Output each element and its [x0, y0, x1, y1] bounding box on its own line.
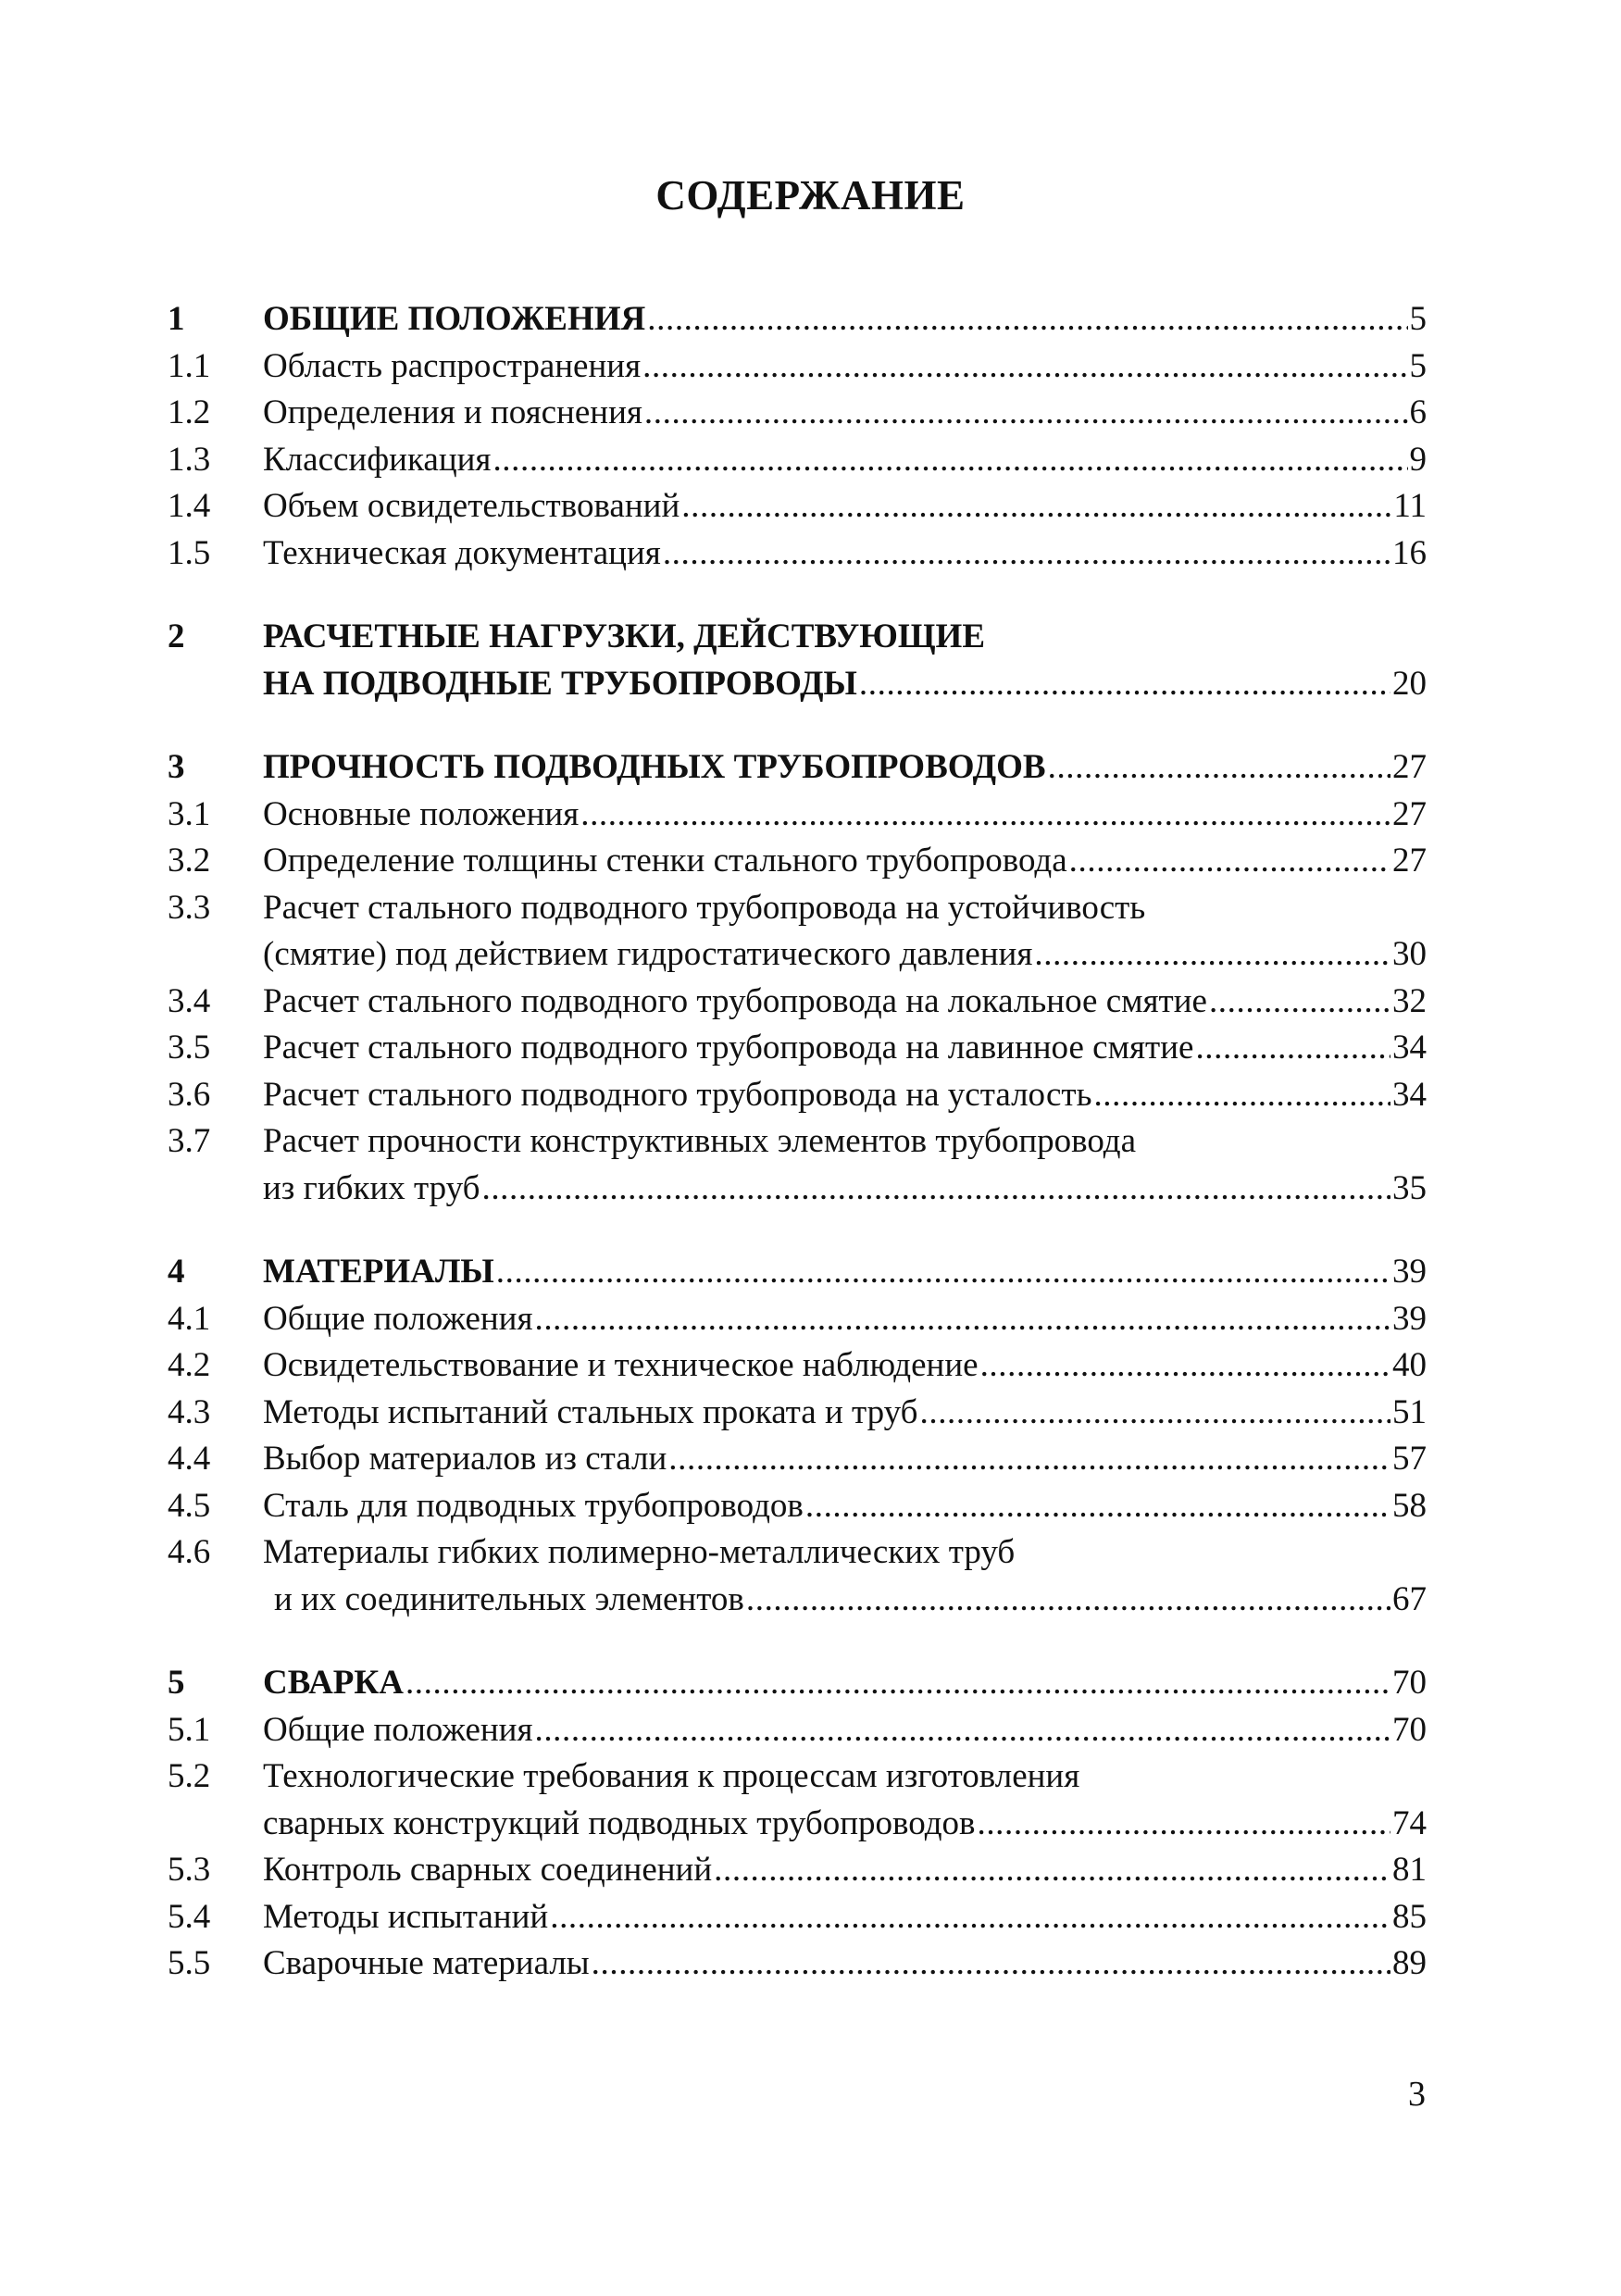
dot-leader	[592, 1940, 1390, 1988]
toc-entry-page: 39	[1392, 1253, 1427, 1291]
toc-entry-title: Расчет стального подводного трубопровода на локальное смятие	[263, 981, 1207, 1020]
toc-entry-page: 27	[1392, 748, 1427, 786]
toc-entry-title: Расчет прочности конструктивных элементов трубопровода	[263, 1122, 1137, 1160]
toc-entry-number: 1.5	[168, 533, 211, 572]
dot-leader	[668, 1436, 1390, 1483]
toc-entry-3-3[interactable]	[168, 885, 1427, 932]
dot-leader	[980, 1342, 1390, 1390]
toc-entry-5-2-continuation[interactable]	[168, 1801, 1427, 1848]
toc-entry-number: 3.6	[168, 1075, 211, 1114]
toc-entry-4-5[interactable]	[168, 1483, 1427, 1530]
toc-entry-page: 85	[1392, 1897, 1427, 1936]
dot-leader	[681, 483, 1391, 530]
page-title: СОДЕРЖАНИЕ	[655, 172, 966, 218]
toc-entry-4-1[interactable]	[168, 1296, 1427, 1343]
toc-entry-3-2[interactable]	[168, 838, 1427, 885]
toc-entry-page: 70	[1392, 1664, 1427, 1702]
dot-leader	[642, 343, 1407, 391]
toc-entry-page: 67	[1392, 1579, 1427, 1618]
dot-leader	[920, 1390, 1391, 1437]
dot-leader	[647, 296, 1407, 343]
toc-entry-title: Сварочные материалы	[263, 1944, 590, 1982]
toc-entry-3-6[interactable]	[168, 1072, 1427, 1119]
toc-entry-5-2[interactable]	[168, 1753, 1427, 1801]
toc-entry-4-6-continuation[interactable]	[168, 1577, 1427, 1624]
dot-leader	[493, 437, 1407, 484]
dot-leader	[1069, 838, 1390, 885]
toc-entry-page: 39	[1392, 1299, 1427, 1338]
toc-entry-1-5[interactable]	[168, 530, 1427, 578]
toc-entry-3-7-continuation[interactable]	[168, 1166, 1427, 1213]
dot-leader	[805, 1483, 1390, 1530]
toc-entry-number: 4	[168, 1253, 185, 1291]
toc-entry-page: 34	[1392, 1075, 1427, 1114]
toc-entry-number: 3.7	[168, 1122, 211, 1160]
toc-section-3	[168, 744, 1427, 1212]
toc-entry-1-1[interactable]	[168, 343, 1427, 391]
toc-entry-title: Расчет стального подводного трубопровода на лавинное смятие	[263, 1029, 1194, 1067]
toc-entry-number: 4.2	[168, 1346, 211, 1384]
toc-entry-4-3[interactable]	[168, 1390, 1427, 1437]
toc-entry-page: 27	[1392, 794, 1427, 833]
dot-leader	[496, 1249, 1390, 1296]
toc-entry-3-1[interactable]	[168, 792, 1427, 839]
toc-section-5	[168, 1660, 1427, 1988]
dot-leader	[534, 1707, 1390, 1754]
toc-entry-number: 4.3	[168, 1392, 211, 1431]
toc-entry-title: Методы испытаний	[263, 1897, 549, 1936]
toc-entry-title: Объем освидетельствований	[263, 487, 680, 525]
toc-entry-1[interactable]	[168, 296, 1427, 343]
table-of-contents	[168, 296, 1427, 1988]
toc-entry-title: Классификация	[263, 440, 492, 479]
toc-entry-4-2[interactable]	[168, 1342, 1427, 1390]
toc-entry-page: 5	[1409, 300, 1427, 338]
toc-entry-page: 20	[1392, 664, 1427, 703]
toc-entry-number: 5.4	[168, 1897, 211, 1936]
toc-entry-1-4[interactable]	[168, 483, 1427, 530]
toc-entry-5-1[interactable]	[168, 1707, 1427, 1754]
dot-leader	[746, 1577, 1390, 1624]
toc-entry-5-3[interactable]	[168, 1847, 1427, 1894]
toc-entry-page: 57	[1392, 1440, 1427, 1478]
dot-leader	[550, 1894, 1390, 1941]
toc-entry-title-continuation: и их соединительных элементов	[274, 1579, 744, 1618]
toc-entry-title: Технологические требования к процессам изготовления	[263, 1757, 1080, 1795]
toc-entry-title: Расчет стального подводного трубопровода на устойчивость	[263, 888, 1146, 927]
toc-entry-title: Определение толщины стенки стального трубопровода	[263, 842, 1067, 880]
toc-entry-number: 3.2	[168, 842, 211, 880]
dot-leader	[1093, 1072, 1390, 1119]
toc-entry-title-continuation: (смятие) под действием гидростатического давления	[263, 935, 1033, 973]
toc-entry-page: 74	[1392, 1803, 1427, 1842]
dot-leader	[1034, 931, 1390, 979]
toc-entry-title: Техническая документация	[263, 533, 661, 572]
toc-entry-title: Освидетельствование и техническое наблюдение	[263, 1346, 979, 1384]
dot-leader	[405, 1660, 1390, 1707]
toc-entry-title-continuation: НА ПОДВОДНЫЕ ТРУБОПРОВОДЫ	[263, 664, 857, 703]
toc-entry-number: 1.4	[168, 487, 211, 525]
toc-entry-5[interactable]	[168, 1660, 1427, 1707]
toc-entry-number: 3.5	[168, 1029, 211, 1067]
toc-entry-number: 3.4	[168, 981, 211, 1020]
toc-entry-3-4[interactable]	[168, 979, 1427, 1026]
toc-entry-5-5[interactable]	[168, 1940, 1427, 1988]
toc-entry-number: 3	[168, 748, 185, 786]
toc-entry-title: ОБЩИЕ ПОЛОЖЕНИЯ	[263, 300, 646, 338]
toc-entry-title: РАСЧЕТНЫЕ НАГРУЗКИ, ДЕЙСТВУЮЩИЕ	[263, 618, 986, 655]
toc-entry-title-continuation: из гибких труб	[263, 1168, 480, 1207]
toc-entry-number: 5.1	[168, 1710, 211, 1749]
toc-entry-number: 2	[168, 618, 185, 655]
toc-entry-title: Контроль сварных соединений	[263, 1851, 713, 1889]
toc-entry-page: 11	[1393, 487, 1427, 525]
toc-entry-page: 27	[1392, 842, 1427, 880]
toc-entry-title: ПРОЧНОСТЬ ПОДВОДНЫХ ТРУБОПРОВОДОВ	[263, 748, 1046, 786]
toc-entry-number: 5.3	[168, 1851, 211, 1889]
toc-entry-title: Материалы гибких полимерно-металлических труб	[263, 1533, 1016, 1571]
dot-leader	[580, 792, 1390, 839]
dot-leader	[714, 1847, 1390, 1894]
dot-leader	[534, 1296, 1390, 1343]
dot-leader	[859, 661, 1390, 708]
dot-leader	[1195, 1025, 1390, 1072]
toc-section-2	[168, 614, 1427, 707]
toc-entry-page: 40	[1392, 1346, 1427, 1384]
toc-entry-page: 6	[1409, 393, 1427, 431]
toc-entry-title: МАТЕРИАЛЫ	[263, 1253, 494, 1291]
toc-entry-4[interactable]	[168, 1249, 1427, 1296]
toc-entry-3-3-continuation[interactable]	[168, 931, 1427, 979]
toc-entry-5-4[interactable]	[168, 1894, 1427, 1941]
toc-entry-title: Общие положения	[263, 1710, 533, 1749]
toc-entry-title: Область распространения	[263, 346, 642, 385]
dot-leader	[1209, 979, 1390, 1026]
toc-entry-number: 5.2	[168, 1757, 211, 1795]
toc-entry-2-continuation[interactable]	[168, 661, 1427, 708]
toc-entry-4-4[interactable]	[168, 1436, 1427, 1483]
toc-entry-page: 51	[1392, 1392, 1427, 1431]
toc-entry-number: 5	[168, 1664, 185, 1702]
toc-entry-title: Методы испытаний стальных проката и труб	[263, 1392, 918, 1431]
toc-entry-page: 34	[1392, 1029, 1427, 1067]
toc-entry-title: СВАРКА	[263, 1664, 404, 1702]
toc-entry-number: 1	[168, 300, 185, 338]
toc-entry-1-2[interactable]	[168, 390, 1427, 437]
toc-entry-number: 4.4	[168, 1440, 211, 1478]
toc-entry-title-continuation: сварных конструкций подводных трубопроводов	[263, 1803, 976, 1842]
toc-entry-title: Выбор материалов из стали	[263, 1440, 667, 1478]
dot-leader	[977, 1801, 1390, 1848]
toc-entry-number: 1.1	[168, 346, 211, 385]
toc-entry-number: 1.3	[168, 440, 211, 479]
toc-entry-page: 32	[1392, 981, 1427, 1020]
toc-section-1	[168, 296, 1427, 577]
dot-leader	[481, 1166, 1390, 1213]
toc-entry-page: 70	[1392, 1710, 1427, 1749]
toc-entry-page: 89	[1392, 1944, 1427, 1982]
toc-entry-page: 35	[1392, 1168, 1427, 1207]
toc-entry-3-5[interactable]	[168, 1025, 1427, 1072]
toc-entry-page: 81	[1392, 1851, 1427, 1889]
toc-entry-page: 16	[1392, 533, 1427, 572]
toc-entry-page: 58	[1392, 1486, 1427, 1525]
toc-entry-title: Определения и пояснения	[263, 393, 642, 431]
toc-entry-number: 1.2	[168, 393, 211, 431]
toc-entry-page: 9	[1409, 440, 1427, 479]
toc-entry-title: Сталь для подводных трубопроводов	[263, 1486, 804, 1525]
toc-entry-number: 5.5	[168, 1944, 211, 1982]
toc-entry-1-3[interactable]	[168, 437, 1427, 484]
dot-leader	[1048, 744, 1390, 792]
toc-section-4	[168, 1249, 1427, 1623]
toc-entry-number: 4.6	[168, 1533, 211, 1571]
toc-entry-title: Основные положения	[263, 794, 580, 833]
dot-leader	[644, 390, 1408, 437]
toc-entry-number: 3.1	[168, 794, 211, 833]
toc-entry-number: 4.5	[168, 1486, 211, 1525]
toc-entry-3-7[interactable]	[168, 1118, 1427, 1166]
toc-entry-2[interactable]	[168, 614, 1427, 661]
toc-entry-title: Общие положения	[263, 1299, 533, 1338]
page-number: 3	[1408, 2075, 1426, 2114]
toc-entry-page: 5	[1409, 346, 1427, 385]
toc-entry-number: 4.1	[168, 1299, 211, 1338]
toc-entry-page: 30	[1392, 935, 1427, 973]
toc-entry-title: Расчет стального подводного трубопровода на усталость	[263, 1075, 1092, 1114]
toc-entry-number: 3.3	[168, 888, 211, 927]
toc-entry-3[interactable]	[168, 744, 1427, 792]
toc-entry-4-6[interactable]	[168, 1529, 1427, 1577]
dot-leader	[663, 530, 1390, 578]
